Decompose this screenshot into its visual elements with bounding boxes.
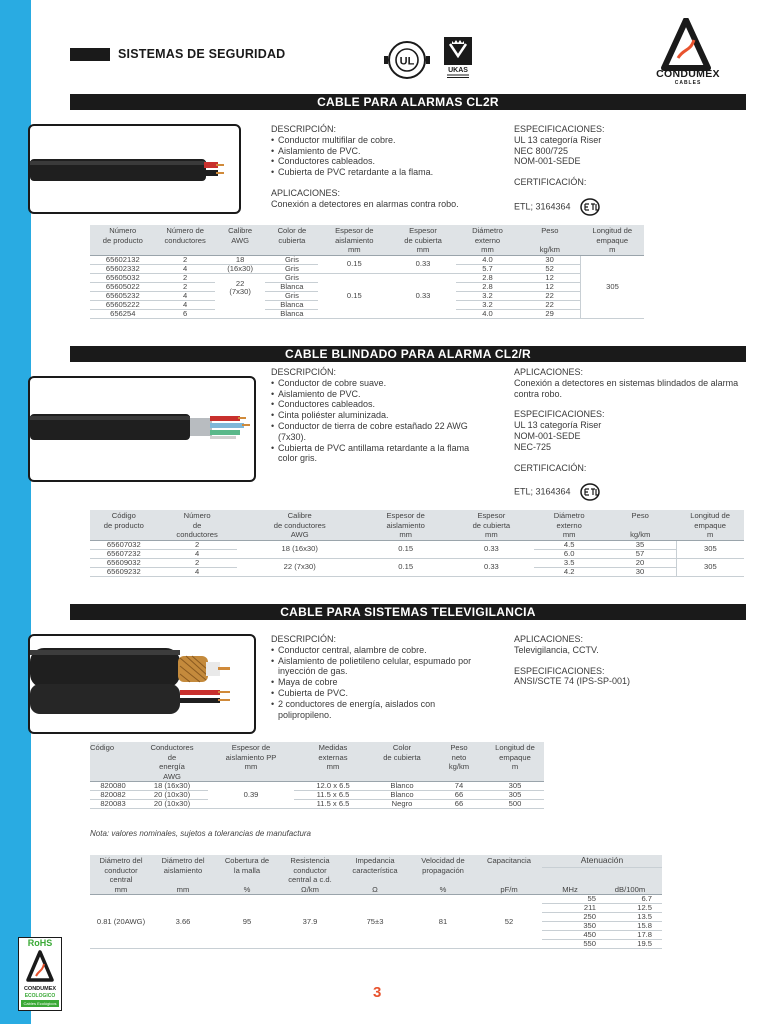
col-header: dB/100m [598, 867, 662, 894]
rohs-eco: ECOLOGICO [24, 993, 56, 999]
table-row: 65607232 4 6.0 57 [90, 549, 744, 558]
s3-desc-item: • Maya de cobre [271, 677, 503, 688]
s2-spec-item: NEC-725 [514, 441, 552, 452]
tolerance-note: Nota: valores nominales, sujetos a tolerancias de manufactura [90, 829, 312, 838]
s2-product-table [90, 510, 744, 577]
section-title-televigilancia: CABLE PARA SISTEMAS TELEVIGILANCIA [70, 604, 746, 620]
col-header: Conductores de energía AWG [136, 742, 208, 782]
coax-electrical-table [90, 855, 662, 949]
table-row: 656254 6 Blanca 4.0 29 [90, 309, 644, 318]
table-row: 65609032 2 22 (7x30) 0.15 0.33 3.5 20 305 [90, 558, 744, 567]
ul-logo [380, 40, 434, 80]
rohs-label: RoHS [19, 938, 61, 949]
cable-coax-illustration [30, 636, 254, 732]
col-header: Diámetro externo mm [534, 510, 604, 540]
s3-desc-item: • 2 conductores de energía, aislados con polipropileno. [271, 699, 471, 721]
s2-desc-item: • Cinta poliéster aluminizada. [271, 410, 503, 421]
col-header: Diámetro del conductor central mm [90, 855, 152, 895]
s2-desc-item: • Conductor de cobre suave. [271, 378, 503, 389]
section-title-cl2r: CABLE PARA ALARMAS CL2R [70, 94, 746, 110]
table-row: 65602332 4 (16x30) Gris 5.7 52 [90, 264, 644, 273]
s2-desc-item: • Conductores cableados. [271, 399, 503, 410]
table-row: 0.81 (20AWG) 3.66 95 37.9 75±3 81 52 55 6.7 [90, 895, 662, 904]
s1-apl-heading: APLICACIONES: [271, 187, 341, 198]
condumex-cables-tag: CABLES [674, 80, 702, 86]
col-header: Espesor de aislamiento mm [363, 510, 449, 540]
s2-desc-heading: DESCRIPCIÓN: [271, 367, 337, 377]
col-header: Espesor de aislamiento mm [318, 225, 390, 255]
table-row: 450 17.8 [90, 931, 662, 940]
s1-spec-item: UL 13 categoría Riser [514, 134, 602, 145]
col-header: Peso kg/km [604, 510, 676, 540]
col-header: Velocidad de propagación % [410, 855, 476, 895]
table-row: 350 15.8 [90, 922, 662, 931]
col-header: Calibre AWG [215, 225, 266, 255]
col-header: Color de cubierta [372, 742, 432, 782]
s1-apl-text: Conexión a detectores en alarmas contra robo. [271, 198, 459, 209]
col-header: Peso neto kg/km [432, 742, 486, 782]
rohs-strip: Cables Ecológicos [21, 1000, 59, 1007]
col-header: MHz [542, 867, 598, 894]
s3-specs [514, 634, 746, 687]
s3-product-table [90, 742, 544, 809]
table-header-row [90, 510, 744, 540]
s1-desc-heading: DESCRIPCIÓN: [271, 124, 337, 134]
table-row: 820082 20 (10x30) 11.5 x 6.5 Blanco 66 305 [90, 791, 544, 800]
col-header: Diámetro del aislamiento mm [152, 855, 214, 895]
cable-shielded-illustration [30, 378, 254, 480]
table-row: 65605022 2 Blanca 2.8 12 [90, 282, 644, 291]
blue-sidebar [0, 0, 31, 1024]
col-header: Longitud de empaque m [581, 225, 644, 255]
s3-spec-item: ANSI/SCTE 74 (IPS-SP-001) [514, 676, 631, 687]
s1-desc-item: • Conductor multifilar de cobre. [271, 135, 501, 146]
col-header: Número de producto [90, 225, 156, 255]
col-header: Espesor de cubierta mm [390, 225, 456, 255]
s3-description [271, 634, 503, 720]
s1-desc-item: • Aislamiento de PVC. [271, 146, 501, 157]
cable-photo-shielded [28, 376, 256, 482]
s1-specs [514, 124, 744, 216]
cable-photo-coax [28, 634, 256, 734]
s3-desc-item: • Aislamiento de polietileno celular, espumado por inyección de gas. [271, 656, 501, 678]
s2-desc-item: • Cubierta de PVC antillama retardante a la flama color gris. [271, 443, 476, 465]
s2-spec-item: NOM-001-SEDE [514, 430, 581, 441]
s3-desc-item: • Cubierta de PVC. [271, 688, 503, 699]
col-header: Impedancia característica Ω [340, 855, 410, 895]
s2-cert-text: ETL; 3164364 [514, 486, 571, 497]
col-header: Código [90, 742, 136, 782]
col-header: Diámetro externo mm [456, 225, 519, 255]
table-header-row [90, 742, 544, 782]
col-header: Longitud de empaque m [676, 510, 744, 540]
table-row: 65607032 2 18 (16x30) 0.15 0.33 4.5 35 305 [90, 540, 744, 549]
table-row: 65609232 4 4.2 30 [90, 567, 744, 576]
table-row: 250 13.5 [90, 913, 662, 922]
s3-desc-heading: DESCRIPCIÓN: [271, 634, 337, 644]
section-title-cl2r-shielded: CABLE BLINDADO PARA ALARMA CL2/R [70, 346, 746, 362]
rohs-condumex-icon [26, 950, 54, 984]
etl-listed-icon [579, 483, 601, 501]
s3-apl-heading: APLICACIONES: [514, 634, 584, 644]
s2-apl-text: Conexión a detectores en sistemas blindados de alarma contra robo. [514, 377, 739, 399]
col-header: Número de conductores [158, 510, 237, 540]
s1-spec-item: NEC 800/725 [514, 145, 569, 156]
table-row: 820083 20 (10x30) 11.5 x 6.5 Negro 66 500 [90, 800, 544, 809]
s2-desc-item: • Aislamiento de PVC. [271, 389, 503, 400]
col-header: Espesor de aislamiento PP mm [208, 742, 294, 782]
col-header: Código de producto [90, 510, 158, 540]
s2-apl-heading: APLICACIONES: [514, 367, 584, 377]
table-row: 65605032 2 22 (7x30) Gris 0.15 0.33 2.8 12 [90, 273, 644, 282]
s1-spec-heading: ESPECIFICACIONES: [514, 124, 605, 134]
s1-spec-item: NOM-001-SEDE [514, 156, 581, 167]
attenuation-header: Atenuación [542, 855, 662, 867]
col-header: Capacitancia pF/m [476, 855, 542, 895]
col-header: Medidas externas mm [294, 742, 372, 782]
rohs-badge [18, 937, 62, 1011]
s2-spec-item: UL 13 categoría Riser [514, 420, 602, 431]
page-title: SISTEMAS DE SEGURIDAD [118, 47, 286, 61]
s2-spec-heading: ESPECIFICACIONES: [514, 409, 605, 420]
table-header-row [90, 225, 644, 255]
cable-photo-cl2r [28, 124, 241, 214]
table-row: 65602132 2 18 Gris 0.15 0.33 4.0 30 305 [90, 255, 644, 264]
s2-cert-heading: CERTIFICACIÓN: [514, 462, 587, 473]
table-row: 211 12.5 [90, 904, 662, 913]
s1-cert-heading: CERTIFICACIÓN: [514, 177, 587, 188]
col-header: Color de cubierta [265, 225, 318, 255]
s3-apl-text: Televigilancia, CCTV. [514, 644, 599, 655]
table-row: 550 19.5 [90, 940, 662, 949]
s3-desc-item: • Conductor central, alambre de cobre. [271, 645, 503, 656]
page-number: 3 [373, 984, 382, 1001]
s2-specs [514, 367, 746, 501]
s2-description [271, 367, 503, 464]
s2-desc-item: • Conductor de tierra de cobre estañado 22 AWG (7x30). [271, 421, 471, 443]
etl-listed-icon [579, 198, 601, 216]
svg-text:UL: UL [399, 55, 415, 68]
col-header: Espesor de cubierta mm [449, 510, 535, 540]
col-header: Cobertura de la malla % [214, 855, 280, 895]
col-header: Resistencia conductor central a c.d. Ω/km [280, 855, 340, 895]
s1-cert-text: ETL; 3164364 [514, 201, 571, 212]
table-row: 65605232 4 Gris 3.2 22 [90, 291, 644, 300]
cable-cl2r-illustration [30, 126, 239, 212]
s1-description [271, 124, 501, 210]
table-header-row [90, 855, 662, 867]
table-row: 65605222 4 Blanca 3.2 22 [90, 300, 644, 309]
condumex-wordmark: CONDUMEX [656, 68, 720, 80]
ukas-logo [440, 36, 476, 80]
rohs-brand: CONDUMEX [23, 986, 57, 992]
s1-product-table [90, 225, 644, 319]
s1-desc-item: • Conductores cableados. [271, 156, 501, 167]
col-header: Número de conductores [156, 225, 215, 255]
col-header: Calibre de conductores AWG [237, 510, 363, 540]
s3-spec-heading: ESPECIFICACIONES: [514, 665, 605, 676]
col-header: Peso kg/km [519, 225, 580, 255]
header-bar-mark [70, 48, 110, 61]
svg-text:UKAS: UKAS [448, 67, 468, 74]
s1-desc-item: • Cubierta de PVC retardante a la flama. [271, 167, 501, 178]
col-header: Longitud de empaque m [486, 742, 544, 782]
table-row: 820080 18 (16x30) 0.39 12.0 x 6.5 Blanco 74 305 [90, 782, 544, 791]
